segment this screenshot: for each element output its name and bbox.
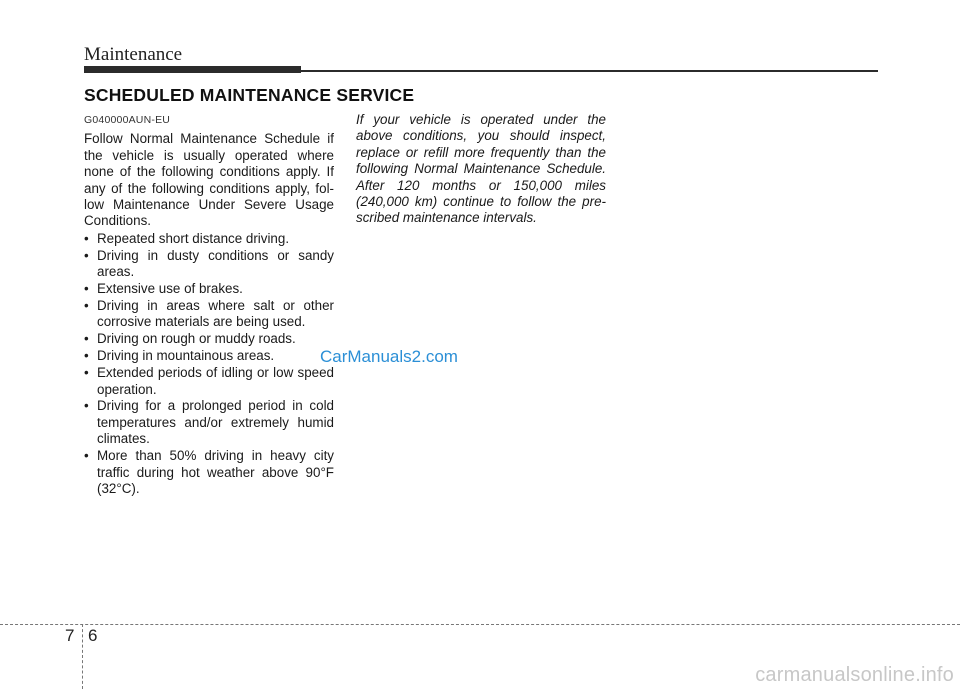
footer-rule bbox=[0, 624, 960, 625]
condition-text: Repeated short distance driving. bbox=[97, 230, 290, 246]
list-item bbox=[84, 448, 334, 497]
condition-text: Extended periods of idling or low speed operation. bbox=[97, 365, 334, 397]
list-item bbox=[84, 231, 334, 247]
list-item bbox=[84, 365, 334, 398]
condition-text: Driving in dusty conditions or sandy areas. bbox=[97, 247, 334, 280]
watermark-carmanuals2: CarManuals2.com bbox=[320, 347, 458, 366]
bullet-icon: • bbox=[84, 331, 89, 347]
bullet-icon: • bbox=[84, 448, 89, 464]
header-title: Maintenance bbox=[84, 44, 183, 65]
list-item bbox=[84, 248, 334, 281]
chapter-number: 7 bbox=[65, 626, 75, 645]
section-code: G040000AUN-EU bbox=[84, 114, 171, 126]
footer-divider bbox=[82, 624, 83, 689]
page-number: 6 bbox=[88, 626, 98, 645]
condition-text: Driving for a prolonged period in cold temperatures and/or extremely humid climates. bbox=[97, 398, 334, 447]
conditions-list bbox=[84, 231, 334, 498]
condition-text: Driving in mountainous areas. bbox=[97, 348, 275, 364]
bullet-icon: • bbox=[84, 247, 89, 263]
watermark-carmanualsonline: carmanualsonline.info bbox=[755, 664, 954, 686]
condition-text: Driving in areas where salt or other corrosive materials are being used. bbox=[97, 297, 334, 330]
list-item bbox=[84, 331, 334, 347]
condition-text: Extensive use of brakes. bbox=[97, 281, 243, 297]
list-item bbox=[84, 348, 334, 364]
severe-usage-note: If your vehicle is operated under the above conditions, you should inspect, replace or refill more frequently than the following Normal Maintenance Schedule. After 120 months or 150,000 miles (240,000 km) continue to follow the pre-scribed maintenance intervals. bbox=[356, 112, 606, 226]
list-item bbox=[84, 298, 334, 331]
list-item bbox=[84, 281, 334, 297]
bullet-icon: • bbox=[84, 348, 89, 364]
bullet-icon: • bbox=[84, 281, 89, 297]
right-column bbox=[356, 112, 606, 227]
bullet-icon: • bbox=[84, 297, 89, 313]
bullet-icon: • bbox=[84, 365, 89, 381]
header-rule-thick bbox=[84, 66, 301, 73]
section-heading: SCHEDULED MAINTENANCE SERVICE bbox=[84, 85, 415, 105]
condition-text: Driving on rough or muddy roads. bbox=[97, 331, 296, 347]
header-rule-thin bbox=[301, 70, 878, 72]
list-item bbox=[84, 398, 334, 447]
intro-paragraph: Follow Normal Maintenance Schedule if the vehicle is usually operated where none of the following conditions apply. If any of the following conditions apply, fol-low Maintenance Under Severe Usage Conditions. bbox=[84, 131, 334, 229]
bullet-icon: • bbox=[84, 398, 89, 414]
condition-text: More than 50% driving in heavy city traffic during hot weather above 90°F (32°C). bbox=[97, 448, 334, 496]
left-column bbox=[84, 112, 334, 497]
bullet-icon: • bbox=[84, 230, 89, 246]
